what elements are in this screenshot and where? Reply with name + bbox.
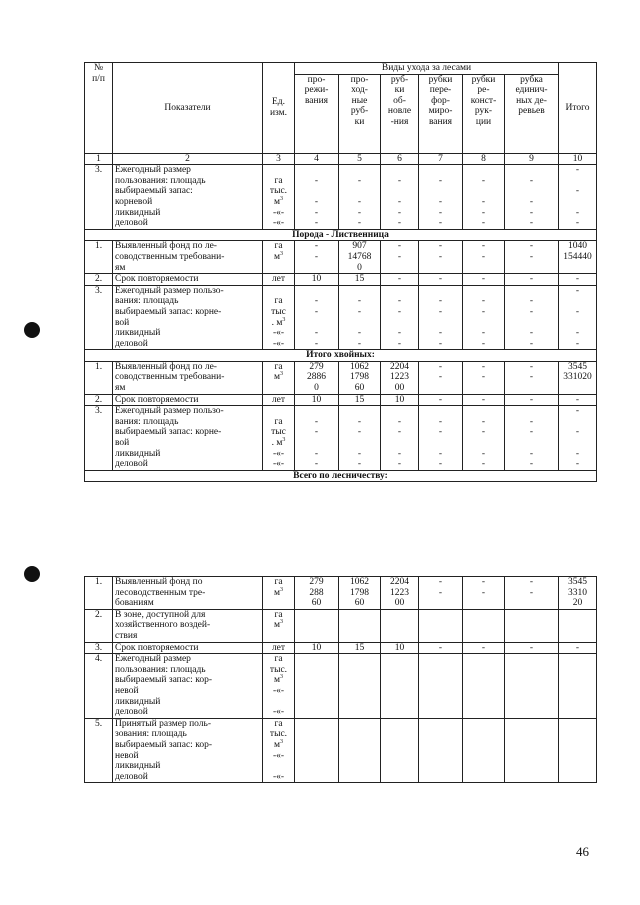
top-row-6 [85,361,597,394]
row-number: 2. [85,609,113,642]
row-value [505,718,559,783]
row-unit: га тыс. $м^3$ -«- -«- [263,165,295,230]
top-row-1 [85,229,597,241]
row-value: - [559,274,597,286]
header-total: Итого [559,63,597,154]
row-value: 3545 3310 20 [559,577,597,610]
row-value: - - - - [381,165,419,230]
row-value: - - [419,577,463,610]
row-value: 3545 331020 [559,361,597,394]
row-indicator: Срок повторяемости [113,394,263,406]
forest-care-table-bottom [84,576,597,783]
row-indicator: В зоне, доступной для хозяйственного воздей- ствия [113,609,263,642]
row-value: - [381,274,419,286]
row-value [381,654,419,719]
row-value [295,609,339,642]
row-indicator: Ежегодный размер пользования: площадь выбираемый запас: кор- невой ликвидный деловой [113,654,263,719]
row-value: - - [505,577,559,610]
row-value: - - [295,241,339,274]
colnum-6: 6 [381,153,419,165]
row-number: 2. [85,394,113,406]
row-value [505,609,559,642]
row-value: 2204 1223 00 [381,577,419,610]
row-number: 3. [85,165,113,230]
row-indicator: Срок повторяемости [113,274,263,286]
row-indicator: Выявленный фонд по лесоводственным тре- бованиям [113,577,263,610]
row-value: - - - - [339,285,381,350]
row-value: 2204 1223 00 [381,361,419,394]
header-type-5: рубки ре- конст- рук- ции [463,74,505,153]
row-value [559,654,597,719]
row-number: 2. [85,274,113,286]
header-type-4: рубки пере- фор- миро- вания [419,74,463,153]
row-unit: га $м^3$ [263,577,295,610]
row-value [339,654,381,719]
row-value: - - [381,241,419,274]
row-value [463,609,505,642]
row-value: - - - - [339,406,381,471]
row-unit: лет [263,394,295,406]
forest-care-table-top [84,62,597,482]
row-indicator: Выявленный фонд по ле- соводственным требовани- ям [113,361,263,394]
header-type-6: рубка единич- ных де- ревьев [505,74,559,153]
row-value: 1062 1798 60 [339,577,381,610]
row-unit: га $м^3$ [263,361,295,394]
row-indicator: Срок повторяемости [113,642,263,654]
header-unit: Ед. изм. [263,63,295,154]
row-value: - - [463,361,505,394]
row-value: - [505,642,559,654]
row-value: - - - - [559,165,597,230]
row-value [381,609,419,642]
top-row-9 [85,470,597,482]
top-row-7 [85,394,597,406]
row-number: 3. [85,285,113,350]
row-value: - - [463,241,505,274]
row-value: - - - - [295,165,339,230]
row-value [505,654,559,719]
section-heading: Всего по лесничеству: [85,470,597,482]
header-colnums [85,153,597,165]
row-value [419,609,463,642]
row-value: 15 [339,274,381,286]
row-value: - - - - [419,285,463,350]
row-value: - [559,642,597,654]
colnum-3: 3 [263,153,295,165]
row-indicator: Ежегодный размер пользо- вания: площадь выбираемый запас: корне- вой ликвидный деловой [113,285,263,350]
row-value: 279 2886 0 [295,361,339,394]
row-value: - - - - [295,406,339,471]
row-value: 907 14768 0 [339,241,381,274]
row-value [463,718,505,783]
row-indicator: Ежегодный размер пользо- вания: площадь выбираемый запас: корне- вой ликвидный деловой [113,406,263,471]
row-value: 10 [295,274,339,286]
binder-hole-bottom [24,566,40,582]
row-value: - - [419,241,463,274]
top-row-0 [85,165,597,230]
row-value: - - - - [419,165,463,230]
row-value: - [463,394,505,406]
row-value: 15 [339,642,381,654]
row-unit: га тыс. $м^3$ -«- -«- [263,654,295,719]
bottom-row-3 [85,654,597,719]
section-heading: Порода - Лиственница [85,229,597,241]
bottom-row-0 [85,577,597,610]
row-value: - - - - [381,285,419,350]
colnum-4: 4 [295,153,339,165]
row-indicator: Принятый размер поль- зования: площадь выбираемый запас: кор- невой ликвидный деловой [113,718,263,783]
section-heading: Итого хвойных: [85,350,597,362]
row-indicator: Ежегодный размер пользования: площадь выбираемый запас: корневой ликвидный деловой [113,165,263,230]
row-value: - [463,274,505,286]
colnum-5: 5 [339,153,381,165]
header-indicators: Показатели [113,63,263,154]
bottom-row-2 [85,642,597,654]
row-value: 279 288 60 [295,577,339,610]
row-number: 3. [85,642,113,654]
row-value [559,609,597,642]
bottom-row-4 [85,718,597,783]
row-unit: га тыс. $м^3$ -«- -«- [263,718,295,783]
row-value: 10 [381,642,419,654]
top-row-5 [85,350,597,362]
row-value: 1040 154440 [559,241,597,274]
row-value: - [559,394,597,406]
row-value: - - - - [381,406,419,471]
row-value: 10 [295,394,339,406]
row-unit: га тыс . $м^3$ -«- -«- [263,285,295,350]
row-value: - - - - [419,406,463,471]
colnum-1: 1 [85,153,113,165]
row-value: - [419,642,463,654]
row-value [339,718,381,783]
colnum-2: 2 [113,153,263,165]
colnum-8: 8 [463,153,505,165]
top-row-4 [85,285,597,350]
row-unit: га $м^3$ [263,609,295,642]
colnum-9: 9 [505,153,559,165]
row-value: - - - - [505,406,559,471]
row-value: 10 [295,642,339,654]
header-row-1 [85,63,597,75]
row-value: - [463,642,505,654]
row-number: 5. [85,718,113,783]
row-value: 15 [339,394,381,406]
colnum-10: 10 [559,153,597,165]
row-value: - - [505,241,559,274]
header-group: Виды ухода за лесами [295,63,559,75]
row-unit: лет [263,642,295,654]
row-value: - - - - [463,285,505,350]
row-number: 1. [85,361,113,394]
row-value: - - - - [295,285,339,350]
row-unit: га $м^3$ [263,241,295,274]
row-value [381,718,419,783]
row-value: - [505,274,559,286]
row-value: - [419,394,463,406]
top-row-8 [85,406,597,471]
row-value: - - [505,361,559,394]
row-value: - - - - [505,165,559,230]
row-value [419,654,463,719]
row-value: - [505,394,559,406]
row-value: - - - - [559,406,597,471]
top-row-3 [85,274,597,286]
row-value [295,718,339,783]
row-value [339,609,381,642]
row-value: - - [463,577,505,610]
top-row-2 [85,241,597,274]
header-type-3: руб- ки об- новле -ния [381,74,419,153]
row-value [295,654,339,719]
row-indicator: Выявленный фонд по ле- соводственным требовани- ям [113,241,263,274]
binder-hole-top [24,322,40,338]
row-unit: лет [263,274,295,286]
row-value: - - - - [339,165,381,230]
row-value [419,718,463,783]
header-type-1: про- режи- вания [295,74,339,153]
colnum-7: 7 [419,153,463,165]
row-unit: га тыс . $м^3$ -«- -«- [263,406,295,471]
row-value: - - - - [559,285,597,350]
row-value: 10 [381,394,419,406]
row-value: - - [419,361,463,394]
row-value: - - - - [463,165,505,230]
row-value [463,654,505,719]
bottom-row-1 [85,609,597,642]
row-value: - - - - [463,406,505,471]
row-number: 1. [85,241,113,274]
row-number: 4. [85,654,113,719]
row-value: 1062 1798 60 [339,361,381,394]
row-value: - [419,274,463,286]
row-value [559,718,597,783]
header-type-2: про- ход- ные руб- ки [339,74,381,153]
row-number: 1. [85,577,113,610]
header-num: № п/п [85,63,113,154]
page-number: 46 [576,844,589,859]
row-number: 3. [85,406,113,471]
row-value: - - - - [505,285,559,350]
